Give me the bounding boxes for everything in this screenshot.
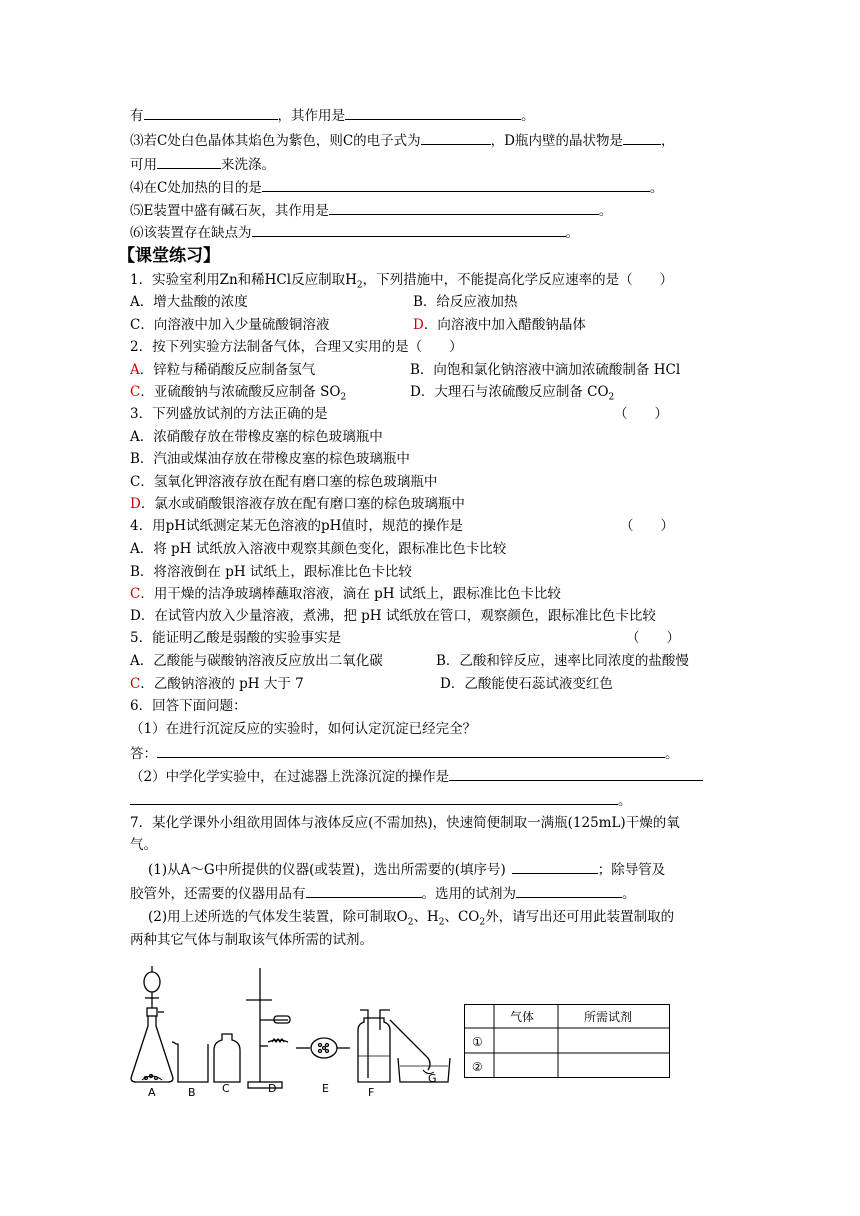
- line-top-1: 有 ，其作用是 。: [130, 108, 535, 124]
- answer-blank[interactable]: [512, 860, 598, 874]
- q1-stem: 1．实验室利用Zn和稀HCl反应制取$H_2$，下列措施中，不能提高化学反应速率的是（ ）: [130, 272, 674, 291]
- q7-part1-line1: (1)从A～G中所提供的仪器(或装置)，选出所需要的(填序号) ；除导管及: [148, 862, 666, 878]
- q4-option-a: A．将 pH 试纸放入溶液中观察其颜色变化，跟标准比色卡比较: [130, 541, 507, 557]
- q2-option-b: B．向饱和氯化钠溶液中滴加浓硫酸制备 HCl: [410, 362, 681, 378]
- q7-stem-2: 气。: [130, 837, 157, 853]
- apparatus-g-trough: [390, 1020, 450, 1082]
- apparatus-b-beaker: [172, 1042, 208, 1082]
- q2-stem: 2．按下列实验方法制备气体，合理又实用的是（ ）: [130, 339, 463, 355]
- q3-option-d: D．氯水或硝酸银溶液存放在配有磨口塞的棕色玻璃瓶中: [130, 496, 465, 512]
- q3-option-a: A．浓硝酸存放在带橡皮塞的棕色玻璃瓶中: [130, 429, 383, 445]
- q6-answer-line-2: 。: [130, 791, 632, 810]
- q3-answer-paren: （ ）: [614, 406, 668, 422]
- q7-stem-1: 7．某化学课外小组欲用固体与液体反应(不需加热)，快速简便制取一满瓶(125mL)干燥的氧: [130, 815, 680, 831]
- answer-blank[interactable]: [449, 767, 703, 781]
- q4-answer-paren: （ ）: [620, 518, 674, 534]
- apparatus-a-flask: [131, 966, 173, 1082]
- figure-label-d: D: [268, 1082, 277, 1095]
- q3-option-c: C．氢氧化钾溶液存放在配有磨口塞的棕色玻璃瓶中: [130, 474, 438, 490]
- section-title: 【课堂练习】: [118, 246, 220, 266]
- q4-option-c: C．用干燥的洁净玻璃棒蘸取溶液，滴在 pH 试纸上，跟标准比色卡比较: [130, 586, 561, 602]
- answer-blank[interactable]: [144, 106, 278, 120]
- q7-part2-line2: 两种其它气体与制取该气体所需的试剂。: [130, 932, 373, 948]
- answer-blank[interactable]: [130, 791, 618, 805]
- line-top-4: ⑷在C处加热的目的是 。: [130, 180, 664, 196]
- answer-blank[interactable]: [252, 223, 566, 237]
- answer-table: [464, 1004, 670, 1078]
- q3-stem: 3．下列盛放试剂的方法正确的是: [130, 406, 328, 422]
- answer-blank[interactable]: [329, 201, 599, 215]
- q4-option-d: D．在试管内放入少量溶液，煮沸，把 pH 试纸放在管口，观察颜色，跟标准比色卡比较: [130, 608, 656, 624]
- figure-label-c: C: [222, 1082, 230, 1095]
- table-header-reagent: 所需试剂: [584, 1010, 633, 1024]
- q7-part2-line1: (2)用上述所选的气体发生装置，除可制取$O_2$、$H_2$、$CO_2$外，请写出还可用此装置制取的: [148, 909, 675, 928]
- answer-blank[interactable]: [623, 131, 661, 145]
- figure-label-e: E: [322, 1082, 329, 1095]
- apparatus-figure: [128, 960, 468, 1100]
- line-top-5: ⑸E装置中盛有碱石灰，其作用是 。: [130, 203, 613, 219]
- q5-option-b: B．乙酸和锌反应，速率比同浓度的盐酸慢: [436, 653, 689, 669]
- q6-answer-line-1: 答： 。: [130, 746, 679, 762]
- answer-blank[interactable]: [157, 155, 221, 169]
- apparatus-f-wash-bottle: [358, 1010, 390, 1082]
- q6-part2: （2）中学化学实验中，在过滤器上洗涤沉淀的操作是: [130, 767, 703, 786]
- q2-option-a: A．锌粒与稀硝酸反应制备氢气: [130, 362, 316, 378]
- figure-label-g: G: [428, 1072, 437, 1085]
- line-top-3: 可用 来洗涤。: [130, 157, 275, 173]
- q1-option-b: B．给反应液加热: [413, 294, 518, 310]
- table-row-label-1: ①: [472, 1035, 483, 1049]
- q1-option-d: D．向溶液中加入醋酸钠晶体: [413, 317, 586, 333]
- q2-option-c: C．亚硫酸钠与浓硫酸反应制备 $SO_2$: [130, 384, 347, 403]
- q5-option-a: A．乙酸能与碳酸钠溶液反应放出二氧化碳: [130, 653, 383, 669]
- q1-option-c: C．向溶液中加入少量硫酸铜溶液: [130, 317, 330, 333]
- answer-blank[interactable]: [157, 744, 665, 758]
- apparatus-e-drying-tube: [296, 1038, 350, 1058]
- answer-blank[interactable]: [306, 884, 422, 898]
- q5-answer-paren: （ ）: [626, 630, 680, 646]
- figure-label-a: A: [148, 1086, 156, 1099]
- figure-label-b: B: [188, 1086, 196, 1099]
- apparatus-d-stand: [246, 968, 290, 1088]
- q3-option-b: B．汽油或煤油存放在带橡皮塞的棕色玻璃瓶中: [130, 451, 410, 467]
- q6-part1: （1）在进行沉淀反应的实验时，如何认定沉淀已经完全？: [130, 721, 477, 737]
- q1-option-a: A．增大盐酸的浓度: [130, 294, 248, 310]
- q6-stem: 6．回答下面问题：: [130, 698, 247, 714]
- figure-label-f: F: [368, 1086, 375, 1099]
- answer-blank[interactable]: [516, 884, 622, 898]
- q5-option-c: C．乙酸钠溶液的 pH 大于 7: [130, 676, 304, 692]
- q5-option-d: D．乙酸能使石蕊试液变红色: [440, 676, 613, 692]
- q4-option-b: B．将溶液倒在 pH 试纸上，跟标准比色卡比较: [130, 564, 412, 580]
- q2-option-d: D．大理石与浓硫酸反应制备 $CO_2$: [410, 384, 615, 403]
- q4-stem: 4．用pH试纸测定某无色溶液的pH值时，规范的操作是: [130, 518, 463, 534]
- answer-blank[interactable]: [345, 106, 521, 120]
- apparatus-c-bottle: [214, 1034, 240, 1082]
- table-header-gas: 气体: [510, 1010, 535, 1024]
- line-top-2: ⑶若C处白色晶体其焰色为紫色，则C的电子式为 ，D瓶内壁的晶状物是 ，: [130, 133, 675, 149]
- answer-blank[interactable]: [421, 131, 491, 145]
- line-top-6: ⑹该装置存在缺点为 。: [130, 225, 579, 241]
- q7-part1-line2: 胶管外，还需要的仪器用品有 。选用的试剂为 。: [130, 886, 636, 902]
- answer-blank[interactable]: [262, 178, 650, 192]
- q5-stem: 5．能证明乙酸是弱酸的实验事实是: [130, 630, 342, 646]
- table-row-label-2: ②: [472, 1060, 483, 1074]
